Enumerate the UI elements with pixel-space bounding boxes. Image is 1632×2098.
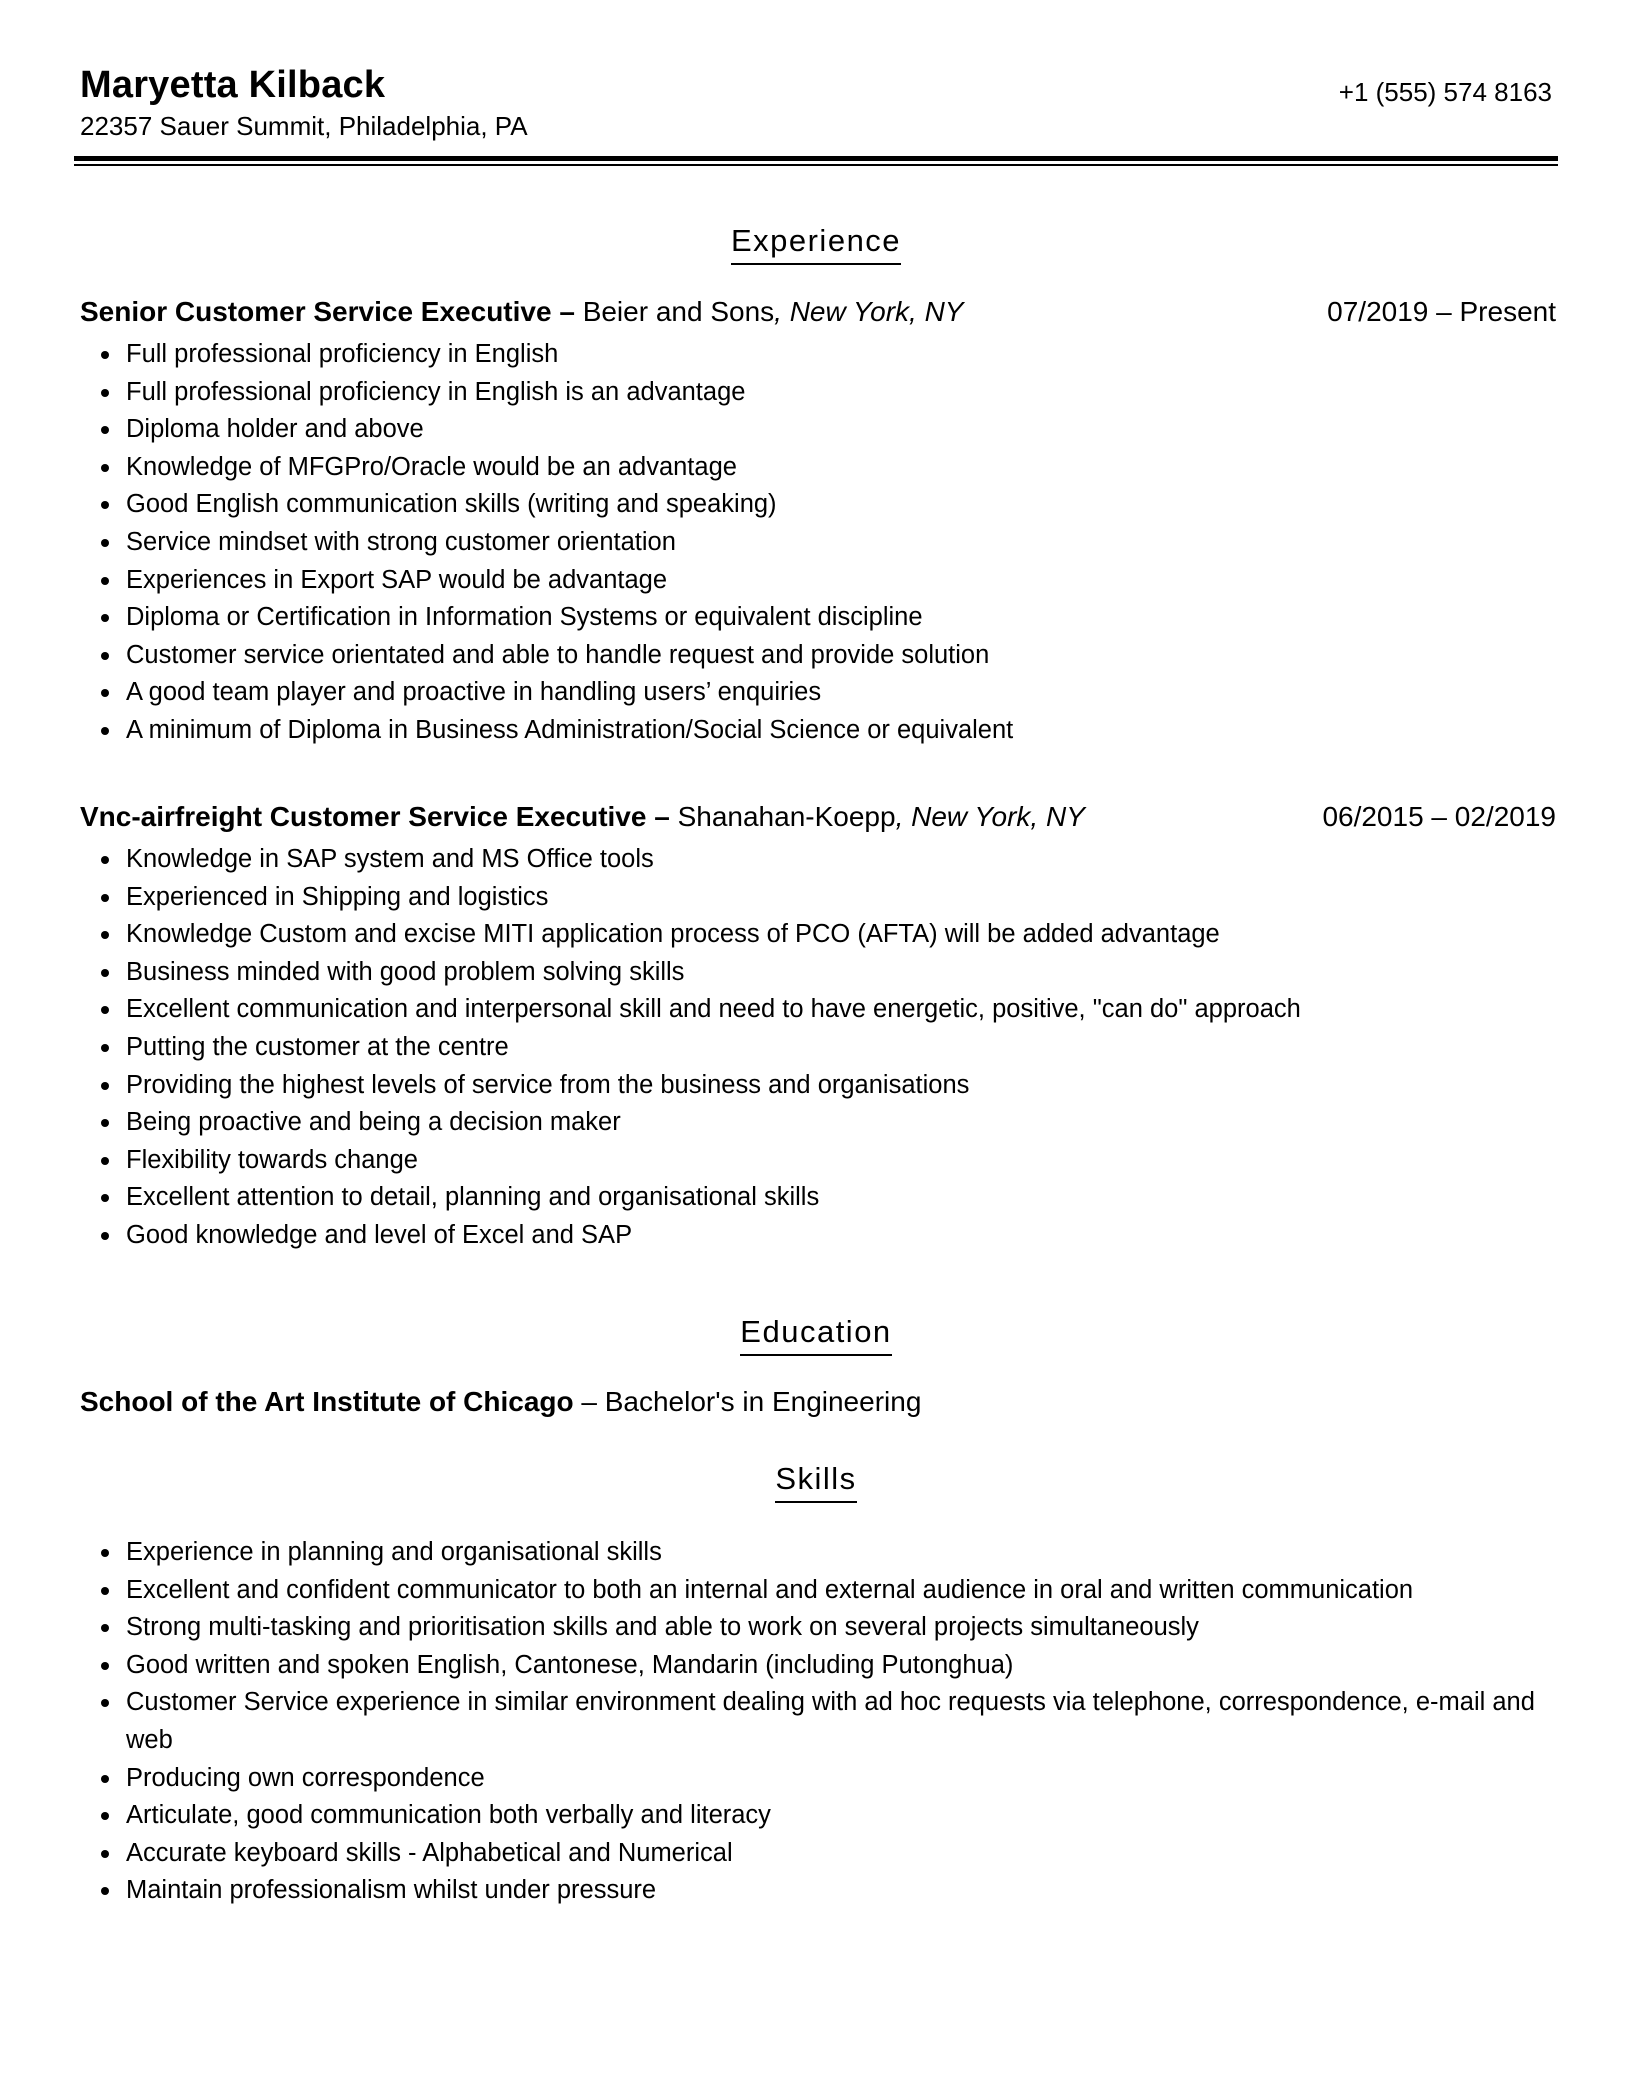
list-item: Business minded with good problem solving skills — [80, 954, 1556, 992]
skills-block — [80, 1528, 1560, 1910]
list-item: A minimum of Diploma in Business Administration/Social Science or equivalent — [80, 712, 1556, 750]
list-item: Knowledge of MFGPro/Oracle would be an advantage — [80, 449, 1556, 487]
list-item: A good team player and proactive in handling users’ enquiries — [80, 674, 1556, 712]
list-item: Service mindset with strong customer orientation — [80, 524, 1556, 562]
list-item: Good knowledge and level of Excel and SAP — [80, 1217, 1556, 1255]
list-item: Excellent and confident communicator to both an internal and external audience in oral and written communication — [80, 1572, 1560, 1610]
job-location: , New York, NY — [774, 296, 964, 327]
job-location: , New York, NY — [895, 801, 1085, 832]
candidate-name: Maryetta Kilback — [80, 64, 386, 106]
job-header — [80, 294, 1556, 330]
list-item: Full professional proficiency in English — [80, 336, 1556, 374]
section-title-education: Education — [0, 1313, 1632, 1356]
list-item: Putting the customer at the centre — [80, 1029, 1556, 1067]
list-item: Diploma holder and above — [80, 411, 1556, 449]
list-item: Excellent communication and interpersonal skill and need to have energetic, positive, "can do" approach — [80, 991, 1556, 1029]
list-item: Experienced in Shipping and logistics — [80, 879, 1556, 917]
list-item: Producing own correspondence — [80, 1760, 1560, 1798]
education-degree: – Bachelor's in Engineering — [573, 1386, 922, 1417]
list-item: Knowledge in SAP system and MS Office tools — [80, 841, 1556, 879]
candidate-phone: +1 (555) 574 8163 — [1338, 77, 1552, 107]
list-item: Experiences in Export SAP would be advantage — [80, 562, 1556, 600]
job-title: Senior Customer Service Executive – — [80, 296, 575, 327]
job-dates: 07/2019 – Present — [1327, 296, 1556, 327]
job-company: Shanahan-Koepp — [677, 801, 896, 832]
resume-header — [80, 62, 1552, 142]
job-header — [80, 799, 1556, 835]
list-item: Good English communication skills (writing and speaking) — [80, 486, 1556, 524]
job-bullet-list — [80, 841, 1556, 1255]
education-entry — [80, 1384, 921, 1420]
list-item: Providing the highest levels of service from the business and organisations — [80, 1067, 1556, 1105]
list-item: Good written and spoken English, Cantonese, Mandarin (including Putonghua) — [80, 1647, 1560, 1685]
list-item: Full professional proficiency in English is an advantage — [80, 374, 1556, 412]
list-item: Customer Service experience in similar environment dealing with ad hoc requests via telephone, correspondence, e-mail and web — [80, 1684, 1560, 1759]
list-item: Strong multi-tasking and prioritisation skills and able to work on several projects simultaneously — [80, 1609, 1560, 1647]
list-item: Excellent attention to detail, planning and organisational skills — [80, 1179, 1556, 1217]
job-title: Vnc-airfreight Customer Service Executive – — [80, 801, 670, 832]
list-item: Articulate, good communication both verbally and literacy — [80, 1797, 1560, 1835]
job-entry — [80, 799, 1556, 1255]
candidate-address: 22357 Sauer Summit, Philadelphia, PA — [80, 111, 528, 141]
list-item: Knowledge Custom and excise MITI application process of PCO (AFTA) will be added advantage — [80, 916, 1556, 954]
list-item: Flexibility towards change — [80, 1142, 1556, 1180]
list-item: Diploma or Certification in Information Systems or equivalent discipline — [80, 599, 1556, 637]
job-company: Beier and Sons — [582, 296, 775, 327]
skills-list — [80, 1534, 1560, 1910]
list-item: Being proactive and being a decision maker — [80, 1104, 1556, 1142]
list-item: Accurate keyboard skills - Alphabetical and Numerical — [80, 1835, 1560, 1873]
section-title-skills: Skills — [0, 1460, 1632, 1503]
header-divider-thin — [74, 164, 1558, 166]
list-item: Customer service orientated and able to handle request and provide solution — [80, 637, 1556, 675]
section-title-experience: Experience — [0, 222, 1632, 265]
list-item: Experience in planning and organisational skills — [80, 1534, 1560, 1572]
job-bullet-list — [80, 336, 1556, 750]
education-school: School of the Art Institute of Chicago — [80, 1386, 574, 1417]
job-dates: 06/2015 – 02/2019 — [1322, 801, 1556, 832]
header-divider-thick — [74, 156, 1558, 161]
job-entry — [80, 294, 1556, 750]
list-item: Maintain professionalism whilst under pressure — [80, 1872, 1560, 1910]
